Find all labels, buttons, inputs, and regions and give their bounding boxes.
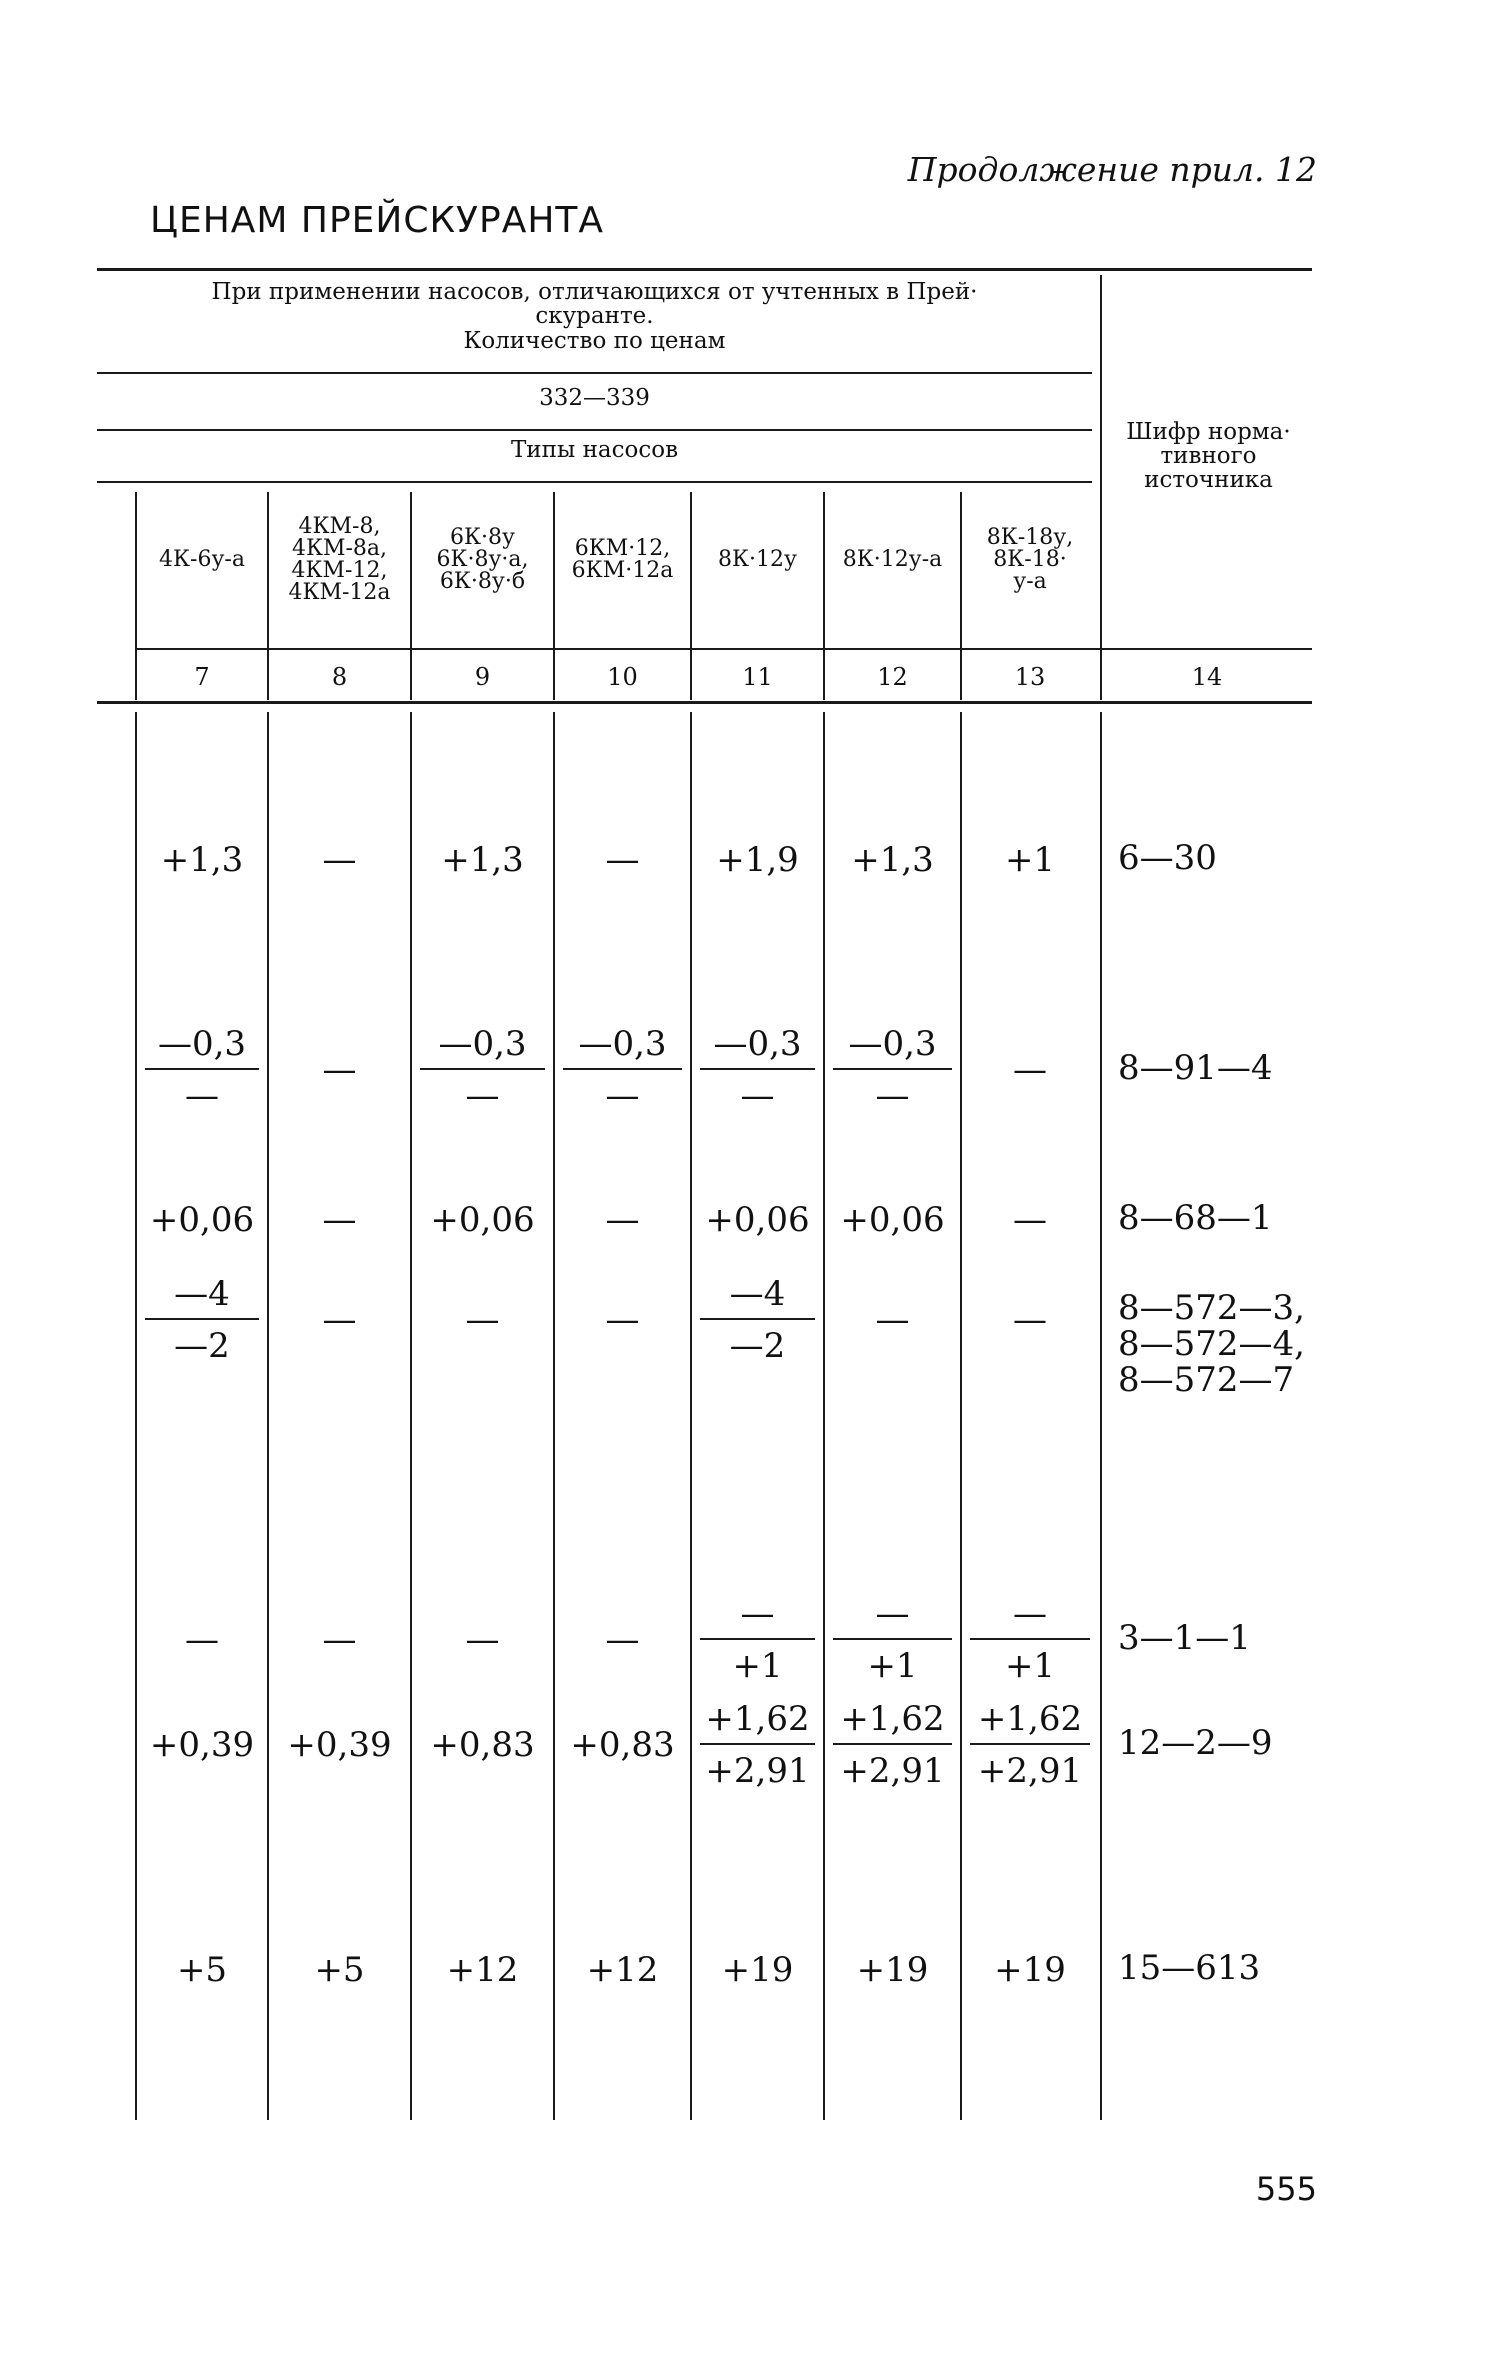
header-prices: 332—339 — [539, 385, 650, 411]
table-cell: +12 — [446, 1950, 519, 1990]
fraction-bar — [833, 1068, 952, 1070]
fraction-numerator: — — [1013, 1594, 1047, 1634]
table-cell: +0,83 — [430, 1725, 535, 1765]
source-code: 8—572—3, — [1118, 1288, 1305, 1328]
fraction-bar — [833, 1743, 952, 1745]
fraction-bar — [700, 1638, 815, 1640]
source-code: 12—2—9 — [1118, 1723, 1273, 1763]
table-cell: +0,06 — [149, 1200, 255, 1240]
table-cell: +1,3 — [160, 840, 244, 880]
fraction-bar — [970, 1638, 1090, 1640]
header-pump-types: Типы насосов — [510, 437, 679, 463]
source-code: 8—572—7 — [1118, 1360, 1295, 1400]
fraction-denominator: +2,91 — [705, 1751, 810, 1791]
col-rule-5-head — [823, 492, 825, 700]
fraction-numerator: —4 — [174, 1274, 230, 1314]
source-code: 8—572—4, — [1118, 1324, 1305, 1364]
table-fraction-cell — [563, 1024, 682, 1116]
column-number: 14 — [1191, 663, 1223, 691]
column-header-line: 4К-6у-а — [159, 547, 245, 572]
column-header-line: 6К·8у·а, — [436, 547, 529, 572]
fraction-bar — [145, 1318, 259, 1320]
fraction-numerator: —0,3 — [438, 1024, 527, 1064]
table-fraction-cell — [970, 1699, 1090, 1791]
fraction-denominator: — — [465, 1076, 500, 1116]
fraction-numerator: — — [875, 1594, 910, 1634]
col-rule-7-body — [1100, 712, 1102, 2120]
header-rule-3 — [97, 481, 1092, 483]
table-fraction-cell — [833, 1024, 952, 1116]
table-cell: — — [605, 840, 640, 880]
table-cell: — — [322, 1050, 357, 1090]
table-cell: +1,9 — [716, 840, 799, 880]
table-cell: +1,3 — [851, 840, 934, 880]
fraction-numerator: +1,62 — [705, 1699, 810, 1739]
column-header-line: 6КМ·12, — [574, 536, 671, 561]
header-bottom-rule — [97, 701, 1312, 704]
column-number: 8 — [331, 663, 348, 691]
table-cell: — — [465, 1300, 500, 1340]
column-header-line: 6К·8у — [450, 525, 515, 550]
column-header-line: 4КМ-12, — [291, 558, 388, 583]
page-number: 555 — [1255, 2170, 1317, 2208]
table-cell: — — [465, 1620, 500, 1660]
col-rule-1-body — [267, 712, 269, 2120]
column-header-line: 8К-18· — [993, 547, 1067, 572]
column-header-line: 4КМ-8а, — [291, 536, 388, 561]
page-title: ЦЕНАМ ПРЕЙСКУРАНТА — [150, 200, 605, 241]
col-rule-3-head — [553, 492, 555, 700]
table-cell: +12 — [586, 1950, 659, 1990]
fraction-bar — [563, 1068, 682, 1070]
table-cell: +0,06 — [840, 1200, 945, 1240]
header-line-1: При применении насосов, отличающихся от учтенных в Прей· — [211, 279, 978, 305]
table-cell: — — [1013, 1300, 1047, 1340]
header-source-line-3: источника — [1144, 467, 1273, 493]
table-fraction-cell — [700, 1594, 815, 1686]
column-header-line: у-а — [1013, 569, 1047, 594]
table-fraction-cell — [700, 1699, 815, 1791]
fraction-numerator: —0,3 — [848, 1024, 937, 1064]
header-line-3: Количество по ценам — [463, 328, 726, 354]
table-fraction-cell — [970, 1594, 1090, 1686]
table-cell: — — [322, 840, 357, 880]
table-fraction-cell — [420, 1024, 545, 1116]
header-source-line-1: Шифр норма· — [1126, 419, 1291, 445]
table-top-rule — [97, 268, 1312, 271]
table-cell: +1,3 — [441, 840, 524, 880]
col-rule-0-body — [135, 712, 137, 2120]
col-rule-2-body — [410, 712, 412, 2120]
col-rule-6-head — [960, 492, 962, 700]
col-rule-6-body — [960, 712, 962, 2120]
fraction-bar — [970, 1743, 1090, 1745]
table-cell: +0,83 — [570, 1725, 675, 1765]
fraction-numerator: —0,3 — [713, 1024, 802, 1064]
fraction-denominator: —2 — [174, 1326, 230, 1366]
source-code: 8—68—1 — [1118, 1198, 1273, 1238]
table-fraction-cell — [145, 1024, 259, 1116]
header-rule-2 — [97, 429, 1092, 431]
header-rule-4 — [137, 648, 1312, 650]
column-number: 11 — [742, 663, 773, 691]
header-source-line-2: тивного — [1160, 443, 1257, 469]
table-cell: +19 — [856, 1950, 929, 1990]
table-cell: — — [605, 1620, 640, 1660]
col-rule-3-body — [553, 712, 555, 2120]
table-cell: +5 — [314, 1950, 365, 1990]
table-cell: — — [322, 1200, 357, 1240]
col-rule-5-body — [823, 712, 825, 2120]
fraction-numerator: —0,3 — [578, 1024, 667, 1064]
fraction-numerator: —4 — [729, 1274, 786, 1314]
table-cell: — — [875, 1300, 910, 1340]
header-line-2: скуранте. — [535, 303, 654, 329]
table-fraction-cell — [700, 1274, 815, 1366]
column-header-line: 6К·8у·б — [439, 569, 526, 594]
col-rule-4-body — [690, 712, 692, 2120]
fraction-denominator: — — [185, 1076, 219, 1116]
table-fraction-cell — [833, 1594, 952, 1686]
table-cell: +0,39 — [287, 1725, 392, 1765]
column-header-line: 8К·12у-а — [842, 547, 943, 572]
fraction-bar — [833, 1638, 952, 1640]
column-header-line: 6КМ·12а — [571, 558, 674, 583]
column-header-line: 4КМ-8, — [298, 514, 381, 539]
table-cell: — — [605, 1200, 640, 1240]
fraction-numerator: +1,62 — [840, 1699, 945, 1739]
source-code: 6—30 — [1118, 838, 1217, 878]
column-number: 9 — [474, 663, 491, 691]
fraction-denominator: +2,91 — [840, 1751, 945, 1791]
source-code: 15—613 — [1118, 1948, 1261, 1988]
table-cell: — — [1013, 1200, 1047, 1240]
table-fraction-cell — [833, 1699, 952, 1791]
table-fraction-cell — [145, 1274, 259, 1366]
fraction-denominator: +1 — [732, 1646, 783, 1686]
fraction-numerator: —0,3 — [157, 1024, 247, 1064]
table-cell: — — [605, 1300, 640, 1340]
table-cell: — — [322, 1620, 357, 1660]
column-number: 10 — [607, 663, 638, 691]
source-code: 8—91—4 — [1118, 1048, 1273, 1088]
fraction-bar — [700, 1068, 815, 1070]
col-rule-2-head — [410, 492, 412, 700]
table-cell: +19 — [994, 1950, 1066, 1990]
table-cell: +19 — [721, 1950, 794, 1990]
table-cell: — — [322, 1300, 357, 1340]
fraction-bar — [420, 1068, 545, 1070]
fraction-denominator: — — [740, 1076, 775, 1116]
column-header-line: 4КМ-12а — [288, 580, 391, 605]
col-rule-4-head — [690, 492, 692, 700]
fraction-denominator: —2 — [729, 1326, 786, 1366]
header-rule-1 — [97, 372, 1092, 374]
fraction-numerator: +1,62 — [977, 1699, 1083, 1739]
column-number: 13 — [1014, 663, 1046, 691]
fraction-denominator: — — [875, 1076, 910, 1116]
table-cell: +1 — [1004, 840, 1056, 880]
col-rule-0-head — [135, 492, 137, 700]
column-header-line: 8К·12у — [718, 547, 797, 572]
column-header-line: 8К-18у, — [986, 525, 1074, 550]
fraction-denominator: — — [605, 1076, 640, 1116]
column-number: 12 — [877, 663, 908, 691]
fraction-denominator: +2,91 — [977, 1751, 1083, 1791]
fraction-denominator: +1 — [1004, 1646, 1056, 1686]
table-cell: +0,39 — [149, 1725, 255, 1765]
column-number: 7 — [194, 663, 210, 691]
table-cell: +0,06 — [705, 1200, 810, 1240]
fraction-numerator: — — [740, 1594, 775, 1634]
fraction-bar — [700, 1318, 815, 1320]
table-cell: +0,06 — [430, 1200, 535, 1240]
continuation-note: Продолжение прил. 12 — [907, 150, 1317, 189]
fraction-bar — [145, 1068, 259, 1070]
fraction-denominator: +1 — [867, 1646, 918, 1686]
col-rule-7-head — [1100, 275, 1102, 700]
table-cell: — — [185, 1620, 219, 1660]
source-code: 3—1—1 — [1118, 1618, 1251, 1658]
fraction-bar — [700, 1743, 815, 1745]
table-fraction-cell — [700, 1024, 815, 1116]
table-cell: +5 — [176, 1950, 228, 1990]
table-cell: — — [1013, 1050, 1047, 1090]
